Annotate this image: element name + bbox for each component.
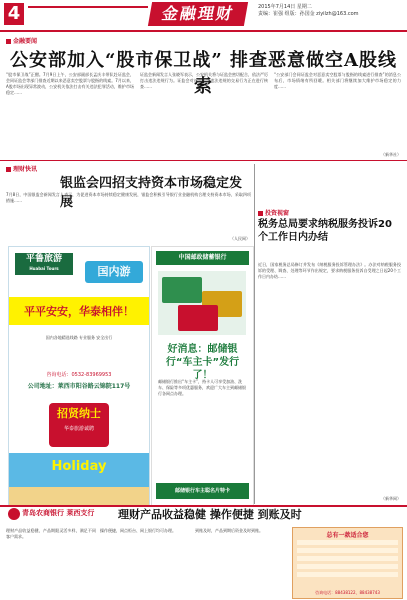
card-green bbox=[162, 277, 202, 303]
right-story-body: 近日，国家税务总局修订并发布《纳税服务投诉管理办法》。办法对纳税服务投诉的受理、调查、处理等环节作出规定，要求纳税服务投诉自受理之日起20个工作日内办结…… bbox=[258, 262, 401, 279]
column-divider bbox=[254, 164, 255, 504]
bank-col3: 到账及时，产品到期后资金及时到账。 bbox=[195, 528, 263, 533]
postal-body: 邮储银行推出“车主卡”，持卡人可享受加油、洗车、保险等多项优惠服务，欢迎广大车主到邮储银行各网点办理。 bbox=[158, 379, 246, 396]
travel-ad bbox=[8, 246, 150, 506]
rate-row bbox=[297, 556, 398, 561]
bank-col2: 操作便捷，网点柜台、网上银行均可办理。 bbox=[100, 528, 176, 533]
rate-table bbox=[292, 527, 403, 599]
postal-bank-ad bbox=[151, 246, 254, 506]
second-story-tag: 理财快讯 bbox=[6, 164, 37, 173]
holiday-text: Holiday bbox=[51, 459, 107, 474]
top-story-source: （新华社） bbox=[381, 152, 401, 157]
top-story-tag: 金融要闻 bbox=[6, 36, 37, 45]
second-story-source: （人民网） bbox=[230, 236, 250, 241]
second-story-body: 7月8日，中国银监会新闻发言人表示，为促进资本市场持续稳定健康发展，银监会积极引导银行业金融机构合理支持资本市场，采取四项措施…… bbox=[6, 192, 251, 203]
page-header bbox=[0, 0, 407, 30]
postal-footer: 邮储银行车主聪名片特卡 bbox=[156, 483, 249, 499]
right-story-source: （新华网） bbox=[381, 496, 401, 501]
recruit-badge: 招贤纳士 华泰旅游诚聘 bbox=[49, 403, 109, 447]
right-story-headline: 税务总局要求纳税服务投诉20个工作日内办结 bbox=[258, 219, 392, 243]
header-meta bbox=[258, 4, 403, 18]
section-title: 金融理财 bbox=[148, 2, 248, 26]
top-story-col1: “股市保卫战”正酣。7月9日上午，公安部副部长孟庆丰带队赴证监会，会同证监会等部门排查近期以来恶意卖空股票与股指的线索。7月以来，A股市场出现异常波动，公安机关依法打击有关违法犯罪活动，维护市场稳定…… bbox=[6, 72, 134, 95]
top-story-col3: “公安部门会同证监会对恶意卖空股票与股指的线索进行排查”的消息公布后，市场情绪有所回暖。相关部门将继续加大维护市场稳定的力度…… bbox=[274, 72, 401, 89]
rate-row bbox=[297, 540, 398, 545]
rate-row bbox=[297, 572, 398, 577]
bank-headline: 理财产品收益稳健 操作便捷 到账及时 bbox=[118, 508, 302, 521]
page-number: 4 bbox=[4, 3, 24, 25]
header-divider bbox=[0, 30, 407, 32]
card-image bbox=[158, 271, 246, 335]
story-divider bbox=[0, 160, 407, 161]
postal-bank-logo: 中国邮政储蓄银行 bbox=[156, 251, 249, 265]
top-story-col2: 证监会新闻发言人张晓军表示，公安机关将与证监会密切配合，依法严厉打击违法违规行为。证监会对近期涉嫌违法违规的交易行为正在进行核查…… bbox=[140, 72, 268, 89]
second-story-headline: 银监会四招支持资本市场稳定发展 bbox=[60, 176, 243, 210]
travel-logo: 平鲁旅游 Huabai Tours bbox=[15, 253, 73, 275]
card-red bbox=[178, 305, 218, 331]
rate-table-title: 总有一款适合您 bbox=[326, 532, 369, 539]
bank-name: 青岛农商银行 莱西支行 bbox=[22, 509, 95, 517]
editor-credit: 责编：崔强 组版：孙国金 ziyilzh@163.com bbox=[258, 11, 359, 17]
domestic-tour-label: 国内游 bbox=[85, 261, 143, 283]
bank-logo-icon bbox=[8, 508, 20, 520]
travel-slogan: 平平安安，华泰相伴！ bbox=[24, 305, 134, 318]
postal-headline: 好消息：邮储银行“车主卡”发行了！ bbox=[165, 344, 240, 381]
bank-col1: 理财产品收益稳健，产品期限灵活多样，满足不同客户需求。 bbox=[6, 528, 96, 539]
header-rule bbox=[28, 6, 148, 26]
travel-address: 公司地址：莱西市阳谷路云锦院117号 bbox=[27, 383, 131, 390]
travel-phone: 咨询电话：0532-83969953 bbox=[46, 372, 112, 378]
top-story-headline: 公安部加入“股市保卫战” 排查恶意做空A股线索 bbox=[10, 50, 397, 97]
rate-phone: 咨询电话：88438122、88438743 bbox=[315, 590, 380, 595]
right-story-tag: 投资视窗 bbox=[258, 208, 289, 217]
rate-row bbox=[297, 548, 398, 553]
rate-row bbox=[297, 564, 398, 569]
travel-description: 国内各地精选线路 专业服务 安全出行 bbox=[45, 335, 113, 340]
issue-date: 2015年7月14日 星期二 bbox=[258, 4, 312, 10]
